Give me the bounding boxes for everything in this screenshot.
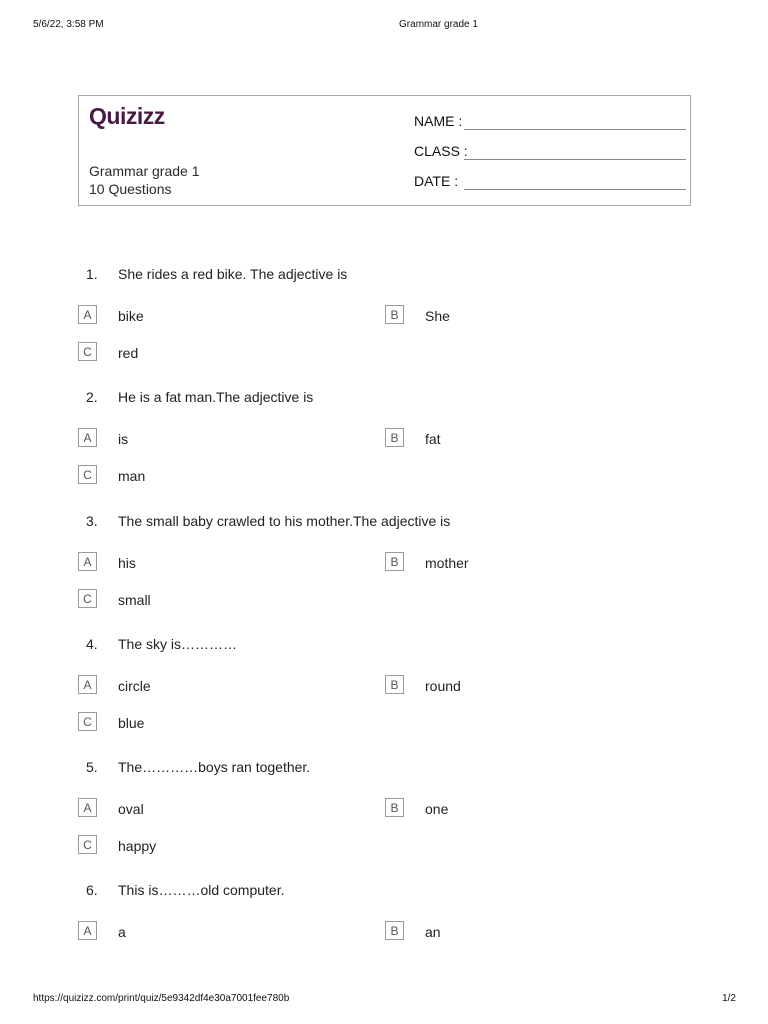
question-3: [0, 513, 768, 623]
question-number: 1.: [86, 266, 98, 282]
option-text: fat: [425, 431, 441, 447]
page-number: 1/2: [722, 993, 736, 1004]
option-letter-box: B: [385, 921, 404, 940]
quiz-header-box: [78, 95, 691, 206]
class-field: [414, 143, 684, 163]
option-c[interactable]: [78, 592, 358, 614]
option-letter-box: C: [78, 465, 97, 484]
name-label: NAME :: [414, 113, 463, 129]
question-number: 2.: [86, 389, 98, 405]
option-a[interactable]: [78, 801, 358, 823]
option-b[interactable]: [385, 924, 665, 946]
class-label: CLASS :: [414, 143, 468, 159]
option-text: happy: [118, 838, 157, 854]
option-letter-box: B: [385, 428, 404, 447]
print-url: https://quizizz.com/print/quiz/5e9342df4e30a7001fee780b: [33, 993, 290, 1004]
print-title: Grammar grade 1: [399, 19, 478, 30]
option-letter-box: B: [385, 798, 404, 817]
name-field: [414, 113, 684, 133]
option-letter-box: A: [78, 798, 97, 817]
question-4: [0, 636, 768, 746]
option-text: a: [118, 924, 126, 940]
question-text: The…………boys ran together.: [118, 759, 311, 775]
option-text: small: [118, 592, 151, 608]
option-c[interactable]: [78, 468, 358, 490]
option-a[interactable]: [78, 555, 358, 577]
option-c[interactable]: [78, 838, 358, 860]
option-letter-box: C: [78, 712, 97, 731]
option-letter-box: A: [78, 921, 97, 940]
question-5: [0, 759, 768, 869]
option-letter-box: A: [78, 428, 97, 447]
question-1: [0, 266, 768, 376]
option-b[interactable]: [385, 678, 665, 700]
print-footer: [0, 993, 768, 1007]
option-letter-box: A: [78, 305, 97, 324]
option-a[interactable]: [78, 678, 358, 700]
question-number: 6.: [86, 882, 98, 898]
option-letter-box: B: [385, 305, 404, 324]
option-text: man: [118, 468, 146, 484]
option-text: round: [425, 678, 461, 694]
print-header: [0, 19, 768, 33]
option-a[interactable]: [78, 308, 358, 330]
quizizz-logo: Quizizz: [89, 103, 165, 129]
option-text: his: [118, 555, 136, 571]
date-label: DATE :: [414, 173, 459, 189]
option-a[interactable]: [78, 924, 358, 946]
option-text: She: [425, 308, 450, 324]
option-letter-box: B: [385, 675, 404, 694]
option-letter-box: A: [78, 675, 97, 694]
option-letter-box: B: [385, 552, 404, 571]
option-text: blue: [118, 715, 145, 731]
class-line: [464, 159, 686, 160]
option-text: red: [118, 345, 139, 361]
option-a[interactable]: [78, 431, 358, 453]
option-text: circle: [118, 678, 151, 694]
option-letter-box: C: [78, 589, 97, 608]
option-text: an: [425, 924, 441, 940]
question-text: This is………old computer.: [118, 882, 285, 898]
option-text: bike: [118, 308, 144, 324]
option-text: oval: [118, 801, 144, 817]
question-text: He is a fat man.The adjective is: [118, 389, 314, 405]
option-letter-box: C: [78, 342, 97, 361]
option-text: mother: [425, 555, 469, 571]
question-number: 4.: [86, 636, 98, 652]
question-text: She rides a red bike. The adjective is: [118, 266, 348, 282]
option-b[interactable]: [385, 801, 665, 823]
print-datetime: 5/6/22, 3:58 PM: [33, 19, 104, 30]
question-6: [0, 882, 768, 952]
option-b[interactable]: [385, 431, 665, 453]
date-line: [464, 189, 686, 190]
question-number: 3.: [86, 513, 98, 529]
question-2: [0, 389, 768, 499]
option-c[interactable]: [78, 715, 358, 737]
option-letter-box: A: [78, 552, 97, 571]
question-text: The small baby crawled to his mother.The adjective is: [118, 513, 451, 529]
question-count: 10 Questions: [89, 181, 172, 197]
question-text: The sky is…………: [118, 636, 238, 652]
option-c[interactable]: [78, 345, 358, 367]
option-b[interactable]: [385, 555, 665, 577]
date-field: [414, 173, 684, 193]
option-letter-box: C: [78, 835, 97, 854]
quiz-title: Grammar grade 1: [89, 163, 200, 179]
option-text: is: [118, 431, 129, 447]
name-line: [464, 129, 686, 130]
option-b[interactable]: [385, 308, 665, 330]
question-number: 5.: [86, 759, 98, 775]
option-text: one: [425, 801, 449, 817]
